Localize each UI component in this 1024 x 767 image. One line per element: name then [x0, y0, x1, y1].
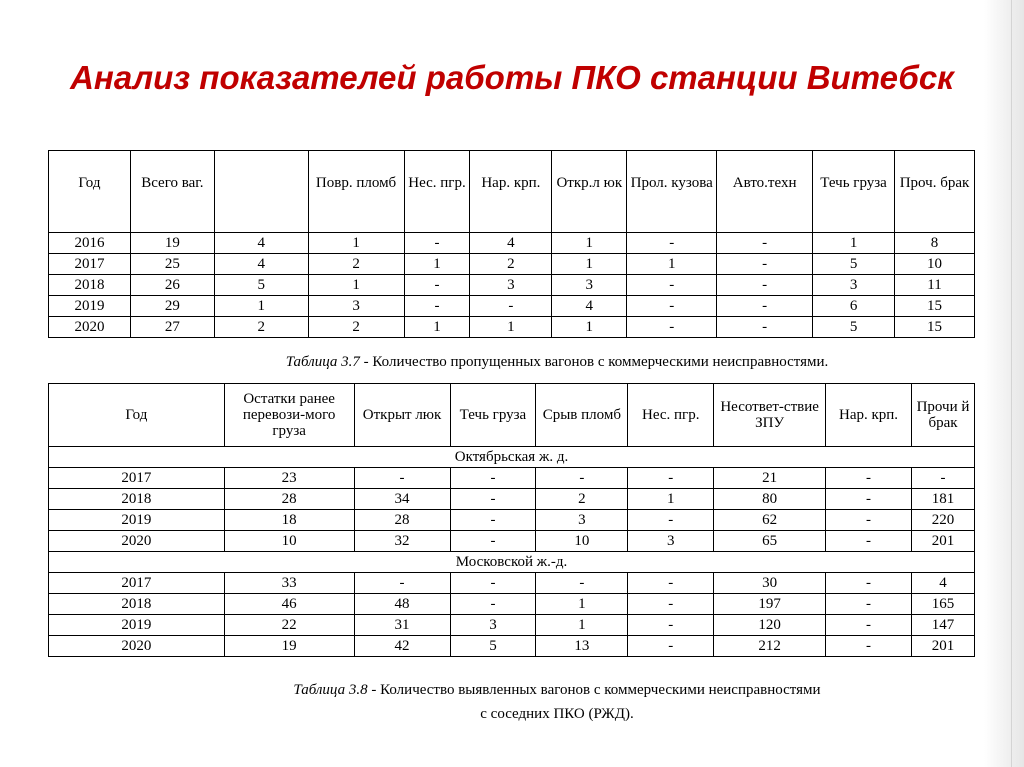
table-cell: - [717, 233, 813, 254]
table-detected-wagons [48, 383, 975, 657]
table-cell: - [404, 233, 470, 254]
table-cell: 2019 [49, 296, 131, 317]
table-cell: 10 [895, 254, 975, 275]
table-passed-wagons [48, 150, 975, 338]
table-row [49, 468, 975, 489]
table-cell: 28 [224, 489, 354, 510]
column-header: Нар. крп. [826, 384, 912, 447]
table-cell: 26 [130, 275, 214, 296]
column-header [214, 151, 308, 233]
table-cell: - [628, 594, 714, 615]
table-row [49, 275, 975, 296]
table-cell: 25 [130, 254, 214, 275]
table-cell: 2018 [49, 489, 225, 510]
table-cell: 1 [308, 233, 404, 254]
table-cell: 4 [552, 296, 627, 317]
table-cell: 65 [714, 531, 826, 552]
caption-label: Таблица 3.8 [293, 682, 368, 698]
table-cell: - [628, 468, 714, 489]
table-cell: 2018 [49, 594, 225, 615]
table-cell: 21 [714, 468, 826, 489]
table-cell: 2017 [49, 254, 131, 275]
table-cell: - [717, 275, 813, 296]
table-cell: - [450, 510, 536, 531]
table-cell: 4 [911, 573, 974, 594]
table-cell: 2017 [49, 573, 225, 594]
table-cell: - [826, 468, 912, 489]
table-cell: 1 [404, 317, 470, 338]
caption-label: Таблица 3.7 [285, 354, 360, 370]
table-cell: 165 [911, 594, 974, 615]
table-cell: - [627, 233, 717, 254]
table-cell: 62 [714, 510, 826, 531]
table-cell: - [470, 296, 552, 317]
table-cell: - [354, 468, 450, 489]
column-header: Срыв пломб [536, 384, 628, 447]
railway-section-label: Октябрьская ж. д. [49, 447, 975, 468]
table-row [49, 296, 975, 317]
table-cell: 28 [354, 510, 450, 531]
caption-text: - Количество выявленных вагонов с коммерческими неисправностями [367, 682, 821, 698]
table-row [49, 594, 975, 615]
table-cell: 2019 [49, 510, 225, 531]
table-cell: 33 [224, 573, 354, 594]
column-header: Год [49, 384, 225, 447]
table-cell: 1 [813, 233, 895, 254]
table-cell: - [826, 636, 912, 657]
table-cell: - [717, 317, 813, 338]
slide-edge-line [1011, 0, 1012, 767]
table-cell: - [404, 296, 470, 317]
table-cell: 2020 [49, 636, 225, 657]
table-cell: 23 [224, 468, 354, 489]
table-cell: - [404, 275, 470, 296]
table-cell: 1 [214, 296, 308, 317]
table-cell: 120 [714, 615, 826, 636]
table-cell: 220 [911, 510, 974, 531]
table-cell: 1 [628, 489, 714, 510]
table-row [49, 573, 975, 594]
table-cell: 2 [308, 317, 404, 338]
table-cell: 10 [224, 531, 354, 552]
column-header: Течь груза [450, 384, 536, 447]
table-cell: - [536, 468, 628, 489]
table-cell: - [717, 296, 813, 317]
table-cell: 1 [552, 317, 627, 338]
table-cell: 5 [214, 275, 308, 296]
table-cell: 1 [627, 254, 717, 275]
table-cell: 42 [354, 636, 450, 657]
column-header: Остатки ранее перевози-мого груза [224, 384, 354, 447]
table-cell: 19 [224, 636, 354, 657]
table-cell: 1 [552, 254, 627, 275]
table-cell: 5 [813, 317, 895, 338]
table-cell: - [826, 573, 912, 594]
table-cell: - [450, 594, 536, 615]
caption-line-2: с соседних ПКО (РЖД). [480, 706, 634, 722]
section-row [49, 552, 975, 573]
table-cell: 3 [536, 510, 628, 531]
caption-text: - Количество пропущенных вагонов с коммерческими неисправностями. [359, 354, 829, 370]
table-cell: 4 [214, 254, 308, 275]
table-row [49, 489, 975, 510]
column-header: Течь груза [813, 151, 895, 233]
table-cell: 18 [224, 510, 354, 531]
column-header: Повр. пломб [308, 151, 404, 233]
table-cell: 32 [354, 531, 450, 552]
table-cell: 27 [130, 317, 214, 338]
table-cell: 2 [536, 489, 628, 510]
table-cell: 147 [911, 615, 974, 636]
table-cell: - [717, 254, 813, 275]
table-cell: 8 [895, 233, 975, 254]
table-cell: - [627, 317, 717, 338]
table-cell: - [627, 296, 717, 317]
table-cell: 15 [895, 296, 975, 317]
table-cell: 13 [536, 636, 628, 657]
table-cell: 1 [404, 254, 470, 275]
column-header: Откр.л юк [552, 151, 627, 233]
table-cell: 34 [354, 489, 450, 510]
table-row [49, 254, 975, 275]
column-header: Авто.техн [717, 151, 813, 233]
table-cell: 2016 [49, 233, 131, 254]
table-cell: 48 [354, 594, 450, 615]
table-cell: 181 [911, 489, 974, 510]
table-cell: - [536, 573, 628, 594]
table-cell: 5 [450, 636, 536, 657]
table-cell: 10 [536, 531, 628, 552]
table-header-row [49, 151, 975, 233]
table-cell: 201 [911, 636, 974, 657]
table-row [49, 636, 975, 657]
table-cell: 197 [714, 594, 826, 615]
table-cell: 22 [224, 615, 354, 636]
table-cell: 1 [308, 275, 404, 296]
column-header: Нес. пгр. [404, 151, 470, 233]
column-header: Несответ-ствие ЗПУ [714, 384, 826, 447]
table-cell: 4 [214, 233, 308, 254]
table-cell: 2017 [49, 468, 225, 489]
table-row [49, 615, 975, 636]
column-header: Проч. брак [895, 151, 975, 233]
table-cell: 30 [714, 573, 826, 594]
table-row [49, 531, 975, 552]
column-header: Прочи й брак [911, 384, 974, 447]
column-header: Прол. кузова [627, 151, 717, 233]
table-cell: 1 [470, 317, 552, 338]
column-header: Всего ваг. [130, 151, 214, 233]
table-cell: 3 [308, 296, 404, 317]
table-cell: - [628, 636, 714, 657]
slide-title: Анализ показателей работы ПКО станции Витебск [70, 59, 954, 96]
table-cell: 1 [536, 594, 628, 615]
section-row [49, 447, 975, 468]
table-row [49, 317, 975, 338]
table-cell: 212 [714, 636, 826, 657]
table-row [49, 510, 975, 531]
table-cell: 2 [214, 317, 308, 338]
table-cell: 1 [552, 233, 627, 254]
table-cell: - [628, 615, 714, 636]
table-cell: 15 [895, 317, 975, 338]
table-cell: - [628, 510, 714, 531]
table-cell: 201 [911, 531, 974, 552]
table-3-7-caption [0, 352, 1024, 372]
table-cell: 3 [628, 531, 714, 552]
table-cell: 5 [813, 254, 895, 275]
table-cell: 46 [224, 594, 354, 615]
table-cell: - [826, 489, 912, 510]
table-cell: - [826, 594, 912, 615]
table-cell: - [826, 510, 912, 531]
table-cell: 4 [470, 233, 552, 254]
table-cell: - [354, 573, 450, 594]
table-cell: - [911, 468, 974, 489]
table-cell: - [450, 531, 536, 552]
table-cell: - [450, 489, 536, 510]
table-cell: 2020 [49, 531, 225, 552]
table-cell: - [450, 468, 536, 489]
table-cell: 2 [308, 254, 404, 275]
table-cell: 80 [714, 489, 826, 510]
table-cell: - [627, 275, 717, 296]
table-cell: 11 [895, 275, 975, 296]
table-cell: 2019 [49, 615, 225, 636]
table-cell: 6 [813, 296, 895, 317]
table-row [49, 233, 975, 254]
table-cell: 3 [450, 615, 536, 636]
table-cell: - [628, 573, 714, 594]
table-3-8-caption [0, 680, 1024, 724]
table-cell: 2018 [49, 275, 131, 296]
table-cell: 3 [813, 275, 895, 296]
table-cell: 19 [130, 233, 214, 254]
table-header-row [49, 384, 975, 447]
table-cell: - [826, 615, 912, 636]
column-header: Нес. пгр. [628, 384, 714, 447]
table-cell: 3 [470, 275, 552, 296]
column-header: Нар. крп. [470, 151, 552, 233]
column-header: Год [49, 151, 131, 233]
table-cell: 31 [354, 615, 450, 636]
column-header: Открыт люк [354, 384, 450, 447]
railway-section-label: Московской ж.-д. [49, 552, 975, 573]
table-cell: 1 [536, 615, 628, 636]
table-cell: 2 [470, 254, 552, 275]
table-cell: 29 [130, 296, 214, 317]
table-cell: - [450, 573, 536, 594]
table-cell: 2020 [49, 317, 131, 338]
slide-edge-shadow [984, 0, 1024, 767]
table-cell: 3 [552, 275, 627, 296]
table-cell: - [826, 531, 912, 552]
